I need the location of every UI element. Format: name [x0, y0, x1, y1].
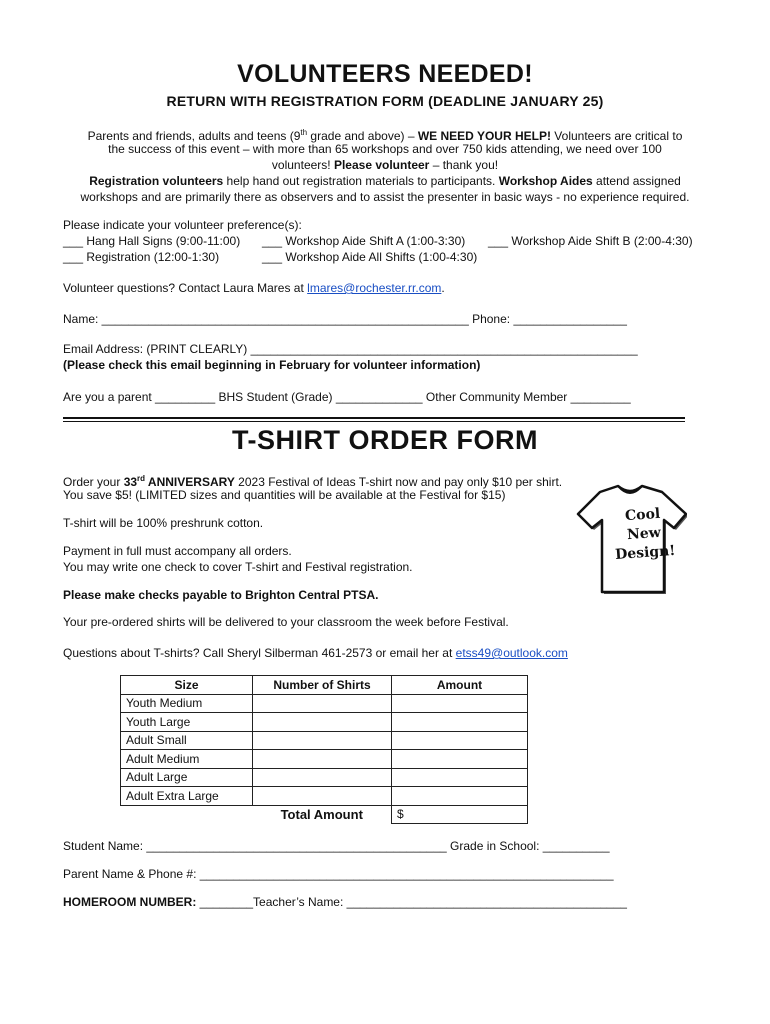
tshirt-payment-line2: You may write one check to cover T-shirt and Festival registration. — [63, 560, 413, 574]
size-cell: Youth Large — [121, 713, 253, 732]
volunteer-role-field[interactable]: Are you a parent _________ BHS Student (Grade) _____________ Other Community Member _________ — [63, 390, 631, 404]
student-name-field[interactable]: Student Name: _____________________________________________ Grade in School: __________ — [63, 839, 610, 853]
quantity-input[interactable] — [253, 787, 392, 806]
amount-input[interactable] — [392, 694, 528, 713]
table-row — [121, 750, 528, 769]
size-cell: Adult Extra Large — [121, 787, 253, 806]
volunteer-roles-line1: Registration volunteers help hand out registration materials to participants. Workshop Aides attend assigned — [89, 174, 681, 188]
total-label: Total Amount — [253, 805, 392, 824]
size-header: Size — [121, 676, 253, 695]
table-row — [121, 713, 528, 732]
quantity-input[interactable] — [253, 713, 392, 732]
amount-input[interactable] — [392, 787, 528, 806]
tshirt-questions: Questions about T-shirts? Call Sheryl Silberman 461-2573 or email her at etss49@outlook.com — [63, 646, 568, 660]
tshirt-checks-line: Please make checks payable to Brighton Central PTSA. — [63, 588, 379, 602]
pref-registration[interactable]: ___ Registration (12:00-1:30) — [63, 250, 220, 264]
size-cell: Youth Medium — [121, 694, 253, 713]
table-row — [121, 694, 528, 713]
tshirt-save-line: You save $5! (LIMITED sizes and quantities will be available at the Festival for $15) — [63, 488, 506, 502]
volunteer-title: VOLUNTEERS NEEDED! — [237, 60, 533, 88]
pref-all-shifts[interactable]: ___ Workshop Aide All Shifts (1:00-4:30) — [262, 250, 478, 264]
tshirt-payment-line1: Payment in full must accompany all orders. — [63, 544, 292, 558]
volunteer-questions: Volunteer questions? Contact Laura Mares at lmares@rochester.rr.com. — [63, 281, 445, 295]
tshirt-title: T-SHIRT ORDER FORM — [232, 425, 538, 455]
preference-label: Please indicate your volunteer preference(s): — [63, 218, 302, 232]
tshirt-order-line: Order your 33rd ANNIVERSARY 2023 Festival of Ideas T-shirt now and pay only $10 per shirt. — [63, 474, 563, 489]
volunteer-roles-line2: workshops and are primarily there as observers and to assist the presenter in basic ways - no experience required. — [80, 190, 690, 204]
parent-name-field[interactable]: Parent Name & Phone #: ______________________________________________________________ — [63, 867, 614, 881]
email-note: (Please check this email beginning in February for volunteer information) — [63, 358, 481, 372]
email-field[interactable]: Email Address: (PRINT CLEARLY) __________________________________________________________ — [63, 342, 638, 356]
size-cell: Adult Small — [121, 731, 253, 750]
size-cell: Adult Large — [121, 768, 253, 787]
amount-header: Amount — [392, 676, 528, 695]
homeroom-field[interactable]: HOMEROOM NUMBER: ________Teacher’s Name: __________________________________________ — [63, 895, 627, 909]
pref-hang-signs[interactable]: ___ Hang Hall Signs (9:00-11:00) — [63, 234, 241, 248]
amount-input[interactable] — [392, 768, 528, 787]
quantity-input[interactable] — [253, 731, 392, 750]
tshirt-slogan: Cool New Design! — [614, 505, 676, 564]
pref-shift-b[interactable]: ___ Workshop Aide Shift B (2:00-4:30) — [488, 234, 693, 248]
amount-input[interactable] — [392, 731, 528, 750]
pref-shift-a[interactable]: ___ Workshop Aide Shift A (1:00-3:30) — [262, 234, 466, 248]
table-row — [121, 731, 528, 750]
quantity-header: Number of Shirts — [253, 676, 392, 695]
table-total-row — [121, 805, 528, 824]
quantity-input[interactable] — [253, 694, 392, 713]
section-divider-thick — [63, 417, 685, 419]
volunteer-intro-line2: the success of this event – with more than 65 workshops and over 750 kids attending, we need over 100 — [108, 142, 662, 156]
quantity-input[interactable] — [253, 768, 392, 787]
volunteer-subtitle: RETURN WITH REGISTRATION FORM (DEADLINE JANUARY 25) — [166, 93, 604, 109]
section-divider-thin — [63, 421, 685, 422]
tshirt-order-table — [120, 675, 528, 824]
tshirt-delivery-line: Your pre-ordered shirts will be delivered to your classroom the week before Festival. — [63, 615, 509, 629]
size-cell: Adult Medium — [121, 750, 253, 769]
amount-input[interactable] — [392, 713, 528, 732]
total-amount-input[interactable]: $ — [392, 805, 528, 824]
volunteer-intro-line1: Parents and friends, adults and teens (9th grade and above) – WE NEED YOUR HELP! Volunteers are critical to — [87, 128, 683, 143]
tshirt-cotton-line: T-shirt will be 100% preshrunk cotton. — [63, 516, 264, 530]
table-header-row — [121, 676, 528, 695]
tshirt-email-link[interactable]: etss49@outlook.com — [455, 646, 568, 660]
quantity-input[interactable] — [253, 750, 392, 769]
tshirt-illustration — [572, 482, 687, 594]
amount-input[interactable] — [392, 750, 528, 769]
table-row — [121, 787, 528, 806]
volunteer-email-link[interactable]: lmares@rochester.rr.com — [307, 281, 442, 295]
table-row — [121, 768, 528, 787]
volunteer-intro-line3: volunteers! Please volunteer – thank you! — [271, 158, 499, 172]
name-phone-field[interactable]: Name: _______________________________________________________ Phone: _________________ — [63, 312, 627, 326]
